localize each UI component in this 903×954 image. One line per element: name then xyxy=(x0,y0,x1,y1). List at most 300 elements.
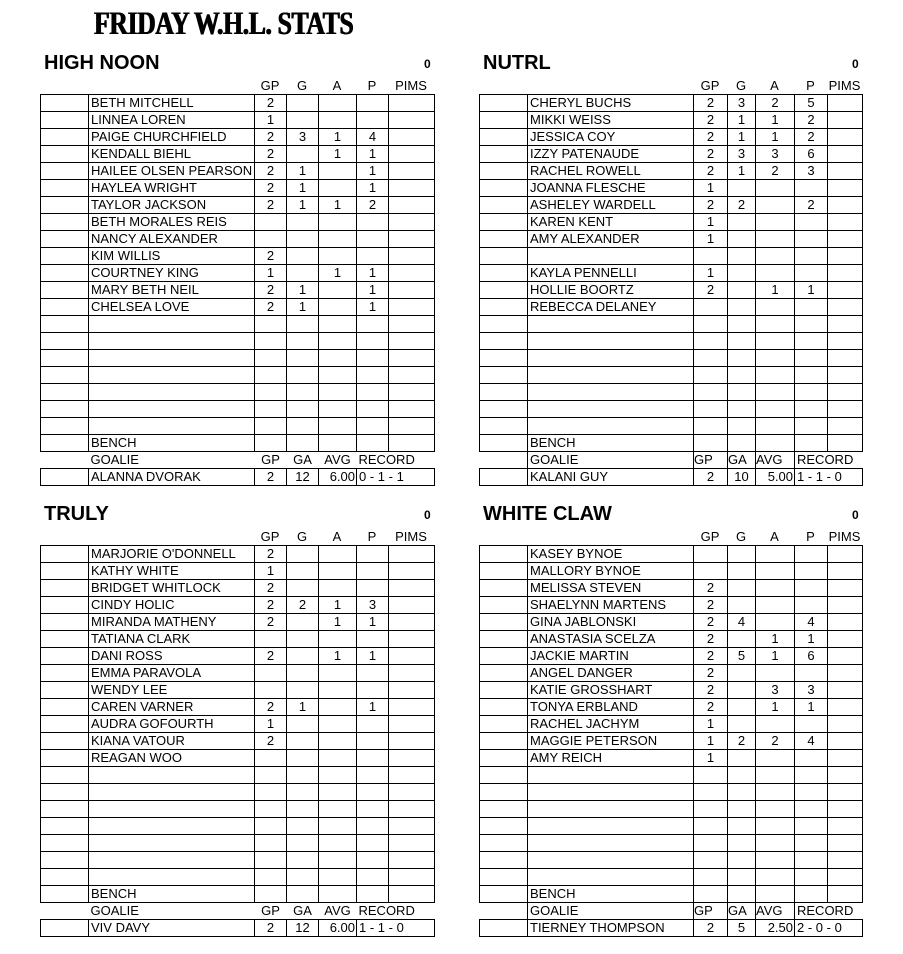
team-name: NUTRL xyxy=(483,52,551,74)
stat-gp: 2 xyxy=(255,180,287,197)
player-row xyxy=(480,231,863,248)
stat-gp xyxy=(694,546,728,563)
player-name: MARY BETH NEIL xyxy=(89,282,255,299)
team-name: TRULY xyxy=(44,503,109,525)
stat-a xyxy=(756,597,795,614)
stat-a xyxy=(756,384,795,401)
stat-g xyxy=(287,733,319,750)
stat-g: 1 xyxy=(287,180,319,197)
row-number-cell xyxy=(480,631,528,648)
stat-a xyxy=(756,316,795,333)
player-name: IZZY PATENAUDE xyxy=(528,146,694,163)
stat-gp: 2 xyxy=(694,631,728,648)
player-name xyxy=(528,869,694,886)
stat-pims xyxy=(389,333,435,350)
stat-g xyxy=(728,682,756,699)
player-name: CINDY HOLIC xyxy=(89,597,255,614)
stat-p xyxy=(795,214,828,231)
stat-gp: 2 xyxy=(255,580,287,597)
player-row xyxy=(41,350,435,367)
stat-pims xyxy=(389,546,435,563)
player-row xyxy=(480,180,863,197)
stat-g xyxy=(728,597,756,614)
stat-p xyxy=(795,563,828,580)
stat-a: 1 xyxy=(319,197,357,214)
stat-pims xyxy=(828,886,863,903)
stat-pims xyxy=(389,95,435,112)
player-name: SHAELYNN MARTENS xyxy=(528,597,694,614)
stat-gp: 1 xyxy=(694,750,728,767)
team-score: 0 xyxy=(852,508,859,522)
stat-g: 4 xyxy=(728,614,756,631)
stat-g xyxy=(728,180,756,197)
stat-gp xyxy=(694,248,728,265)
stat-g xyxy=(287,316,319,333)
row-number-cell xyxy=(41,648,89,665)
stat-a: 1 xyxy=(319,597,357,614)
player-name: JACKIE MARTIN xyxy=(528,648,694,665)
row-number-cell xyxy=(41,231,89,248)
player-row xyxy=(41,112,435,129)
player-name xyxy=(89,818,255,835)
stat-g xyxy=(728,818,756,835)
stats-table xyxy=(40,545,435,937)
stat-g xyxy=(287,665,319,682)
stat-g xyxy=(728,869,756,886)
stat-p xyxy=(357,231,389,248)
stat-gp xyxy=(255,418,287,435)
goalie-gp: 2 xyxy=(255,469,287,486)
player-row xyxy=(480,767,863,784)
player-row xyxy=(480,682,863,699)
player-name: TAYLOR JACKSON xyxy=(89,197,255,214)
row-number-cell xyxy=(480,784,528,801)
player-name xyxy=(528,818,694,835)
player-row xyxy=(41,563,435,580)
stat-pims xyxy=(389,716,435,733)
row-number-cell xyxy=(41,869,89,886)
row-number-cell xyxy=(41,767,89,784)
goalie-header-row xyxy=(41,903,435,920)
player-name xyxy=(528,418,694,435)
stat-gp: 2 xyxy=(255,146,287,163)
player-name: EMMA PARAVOLA xyxy=(89,665,255,682)
stat-p xyxy=(795,367,828,384)
stat-g xyxy=(728,835,756,852)
stat-g xyxy=(287,231,319,248)
row-number-cell xyxy=(480,469,528,486)
player-name: COURTNEY KING xyxy=(89,265,255,282)
stat-p: 3 xyxy=(795,682,828,699)
stat-pims xyxy=(828,835,863,852)
player-name xyxy=(528,333,694,350)
player-row xyxy=(480,333,863,350)
player-row xyxy=(41,180,435,197)
player-name xyxy=(528,316,694,333)
stat-a xyxy=(756,818,795,835)
stat-a xyxy=(319,767,357,784)
player-row xyxy=(480,282,863,299)
column-header-gp: GP xyxy=(260,78,280,93)
goalie-header-label: GOALIE xyxy=(90,452,139,467)
goalie-header-avg: AVG xyxy=(324,452,351,467)
stat-pims xyxy=(389,197,435,214)
goalie-header-label: GOALIE xyxy=(90,903,139,918)
stat-p xyxy=(357,418,389,435)
stat-pims xyxy=(389,631,435,648)
stat-pims xyxy=(389,886,435,903)
stat-g xyxy=(287,214,319,231)
stat-g xyxy=(728,401,756,418)
stat-g xyxy=(728,750,756,767)
stat-a xyxy=(319,384,357,401)
stat-gp: 2 xyxy=(255,614,287,631)
row-number-cell xyxy=(41,146,89,163)
row-number-cell xyxy=(480,580,528,597)
player-row xyxy=(41,869,435,886)
goalie-row xyxy=(41,469,435,486)
player-name: REAGAN WOO xyxy=(89,750,255,767)
stat-g: 5 xyxy=(728,648,756,665)
stat-gp xyxy=(694,818,728,835)
player-name xyxy=(528,767,694,784)
goalie-header-spacer xyxy=(41,452,89,469)
stat-p xyxy=(795,546,828,563)
row-number-cell xyxy=(41,784,89,801)
stat-g: 2 xyxy=(287,597,319,614)
stat-g xyxy=(728,231,756,248)
stat-pims xyxy=(828,784,863,801)
row-number-cell xyxy=(41,699,89,716)
stat-gp: 2 xyxy=(694,699,728,716)
row-number-cell xyxy=(41,299,89,316)
row-number-cell xyxy=(480,767,528,784)
row-number-cell xyxy=(41,401,89,418)
stat-g xyxy=(287,112,319,129)
player-row xyxy=(480,197,863,214)
player-name: MALLORY BYNOE xyxy=(528,563,694,580)
row-number-cell xyxy=(41,546,89,563)
stat-pims xyxy=(828,333,863,350)
stat-a xyxy=(319,699,357,716)
stat-pims xyxy=(828,214,863,231)
player-row xyxy=(480,146,863,163)
goalie-gp: 2 xyxy=(694,469,728,486)
stat-p: 6 xyxy=(795,146,828,163)
column-header-g: G xyxy=(735,78,747,93)
stat-a xyxy=(319,835,357,852)
player-row xyxy=(480,835,863,852)
column-header-p: P xyxy=(806,78,815,93)
stat-p xyxy=(357,665,389,682)
row-number-cell xyxy=(480,333,528,350)
stat-g xyxy=(287,750,319,767)
row-number-cell xyxy=(41,665,89,682)
goalie-header-record: RECORD xyxy=(795,903,863,920)
player-row xyxy=(41,699,435,716)
stat-gp xyxy=(694,367,728,384)
bench-row xyxy=(41,435,435,452)
player-name xyxy=(89,852,255,869)
stat-pims xyxy=(389,418,435,435)
stat-gp: 2 xyxy=(255,733,287,750)
row-number-cell xyxy=(480,112,528,129)
stat-p xyxy=(795,384,828,401)
stat-g: 1 xyxy=(728,112,756,129)
stat-p xyxy=(795,886,828,903)
stat-a: 2 xyxy=(756,733,795,750)
bench-row xyxy=(480,886,863,903)
player-row xyxy=(480,818,863,835)
stat-gp: 1 xyxy=(694,265,728,282)
player-row xyxy=(41,665,435,682)
stat-pims xyxy=(828,265,863,282)
stat-p: 1 xyxy=(357,163,389,180)
goalie-header-record: RECORD xyxy=(358,452,415,467)
player-row xyxy=(41,784,435,801)
stat-g xyxy=(287,818,319,835)
stat-p: 4 xyxy=(357,129,389,146)
row-number-cell xyxy=(480,367,528,384)
row-number-cell xyxy=(480,563,528,580)
row-number-cell xyxy=(41,733,89,750)
stat-g xyxy=(287,418,319,435)
stat-p xyxy=(795,784,828,801)
stat-g xyxy=(728,801,756,818)
goalie-name: VIV DAVY xyxy=(89,920,255,937)
stat-p xyxy=(357,818,389,835)
stat-gp xyxy=(694,801,728,818)
stat-a: 1 xyxy=(756,699,795,716)
stat-gp xyxy=(255,750,287,767)
stat-gp xyxy=(694,784,728,801)
goalie-record: 2 - 0 - 0 xyxy=(795,920,863,937)
player-row xyxy=(480,248,863,265)
player-name xyxy=(528,401,694,418)
team-section xyxy=(40,52,434,492)
stat-pims xyxy=(828,146,863,163)
player-name xyxy=(528,367,694,384)
column-header-g: G xyxy=(296,78,308,93)
goalie-gp: 2 xyxy=(694,920,728,937)
stat-gp: 2 xyxy=(694,597,728,614)
row-number-cell xyxy=(41,163,89,180)
stat-g: 2 xyxy=(728,733,756,750)
stat-gp xyxy=(255,231,287,248)
player-name: DANI ROSS xyxy=(89,648,255,665)
player-row xyxy=(480,163,863,180)
stat-a: 1 xyxy=(319,265,357,282)
player-name xyxy=(89,767,255,784)
stat-p: 3 xyxy=(357,597,389,614)
stat-gp xyxy=(255,350,287,367)
stat-gp xyxy=(255,401,287,418)
player-row xyxy=(480,367,863,384)
goalie-header-row xyxy=(41,452,435,469)
stat-pims xyxy=(828,316,863,333)
stat-p xyxy=(795,818,828,835)
goalie-row xyxy=(480,469,863,486)
row-number-cell xyxy=(480,614,528,631)
stat-g xyxy=(287,384,319,401)
stat-a xyxy=(319,546,357,563)
player-name: WENDY LEE xyxy=(89,682,255,699)
player-name: HOLLIE BOORTZ xyxy=(528,282,694,299)
player-row xyxy=(480,801,863,818)
stat-pims xyxy=(389,648,435,665)
row-number-cell xyxy=(480,299,528,316)
goalie-header-gp: GP xyxy=(261,452,280,467)
stat-g xyxy=(287,886,319,903)
stat-pims xyxy=(828,231,863,248)
stat-g xyxy=(728,546,756,563)
player-row xyxy=(480,614,863,631)
player-name xyxy=(89,418,255,435)
stat-pims xyxy=(389,316,435,333)
stat-a: 1 xyxy=(756,648,795,665)
stat-g: 1 xyxy=(287,282,319,299)
player-name: KAYLA PENNELLI xyxy=(528,265,694,282)
stat-a xyxy=(756,299,795,316)
stat-pims xyxy=(389,367,435,384)
stat-p xyxy=(357,716,389,733)
player-row xyxy=(480,563,863,580)
stat-gp: 2 xyxy=(255,648,287,665)
stat-pims xyxy=(828,350,863,367)
stat-a: 1 xyxy=(319,614,357,631)
stat-a xyxy=(319,163,357,180)
stat-a: 1 xyxy=(756,129,795,146)
player-row xyxy=(41,265,435,282)
stat-gp: 1 xyxy=(255,265,287,282)
goalie-record: 0 - 1 - 1 xyxy=(357,469,435,486)
row-number-cell xyxy=(41,835,89,852)
stat-gp xyxy=(694,316,728,333)
player-row xyxy=(480,750,863,767)
stat-gp: 2 xyxy=(694,129,728,146)
player-name: BENCH xyxy=(89,435,255,452)
stat-g xyxy=(287,265,319,282)
stat-g xyxy=(287,852,319,869)
stat-gp: 2 xyxy=(255,546,287,563)
stat-g xyxy=(728,852,756,869)
row-number-cell xyxy=(41,316,89,333)
stat-pims xyxy=(828,852,863,869)
stat-pims xyxy=(389,231,435,248)
stat-gp xyxy=(255,665,287,682)
player-row xyxy=(480,852,863,869)
stat-a xyxy=(319,418,357,435)
stat-g xyxy=(287,563,319,580)
stat-a xyxy=(756,835,795,852)
row-number-cell xyxy=(41,197,89,214)
player-row xyxy=(41,163,435,180)
player-name: ANGEL DANGER xyxy=(528,665,694,682)
stat-p xyxy=(795,299,828,316)
stat-a xyxy=(319,716,357,733)
player-name xyxy=(89,801,255,818)
row-number-cell xyxy=(480,231,528,248)
stat-g xyxy=(287,350,319,367)
stat-pims xyxy=(828,299,863,316)
player-name: RACHEL JACHYM xyxy=(528,716,694,733)
stat-g xyxy=(287,767,319,784)
stat-gp: 2 xyxy=(694,112,728,129)
stat-pims xyxy=(389,733,435,750)
stat-a xyxy=(756,231,795,248)
player-name: TATIANA CLARK xyxy=(89,631,255,648)
player-name: BRIDGET WHITLOCK xyxy=(89,580,255,597)
stat-pims xyxy=(389,435,435,452)
stat-pims xyxy=(389,350,435,367)
player-row xyxy=(480,129,863,146)
stat-p xyxy=(795,665,828,682)
goalie-avg: 6.00 xyxy=(319,469,357,486)
goalie-header-record: RECORD xyxy=(358,903,415,918)
stat-g xyxy=(728,767,756,784)
player-name xyxy=(89,401,255,418)
stat-g xyxy=(728,418,756,435)
stat-gp xyxy=(694,563,728,580)
stat-pims xyxy=(828,665,863,682)
stat-p xyxy=(795,231,828,248)
player-name: KIM WILLIS xyxy=(89,248,255,265)
stat-p xyxy=(795,716,828,733)
stat-a xyxy=(756,333,795,350)
player-row xyxy=(480,597,863,614)
player-name: HAILEE OLSEN PEARSON xyxy=(89,163,255,180)
stat-g xyxy=(287,835,319,852)
stat-a xyxy=(319,350,357,367)
stat-pims xyxy=(828,682,863,699)
row-number-cell xyxy=(41,333,89,350)
stat-pims xyxy=(828,401,863,418)
row-number-cell xyxy=(41,920,89,937)
player-row xyxy=(41,546,435,563)
row-number-cell xyxy=(480,597,528,614)
stat-pims xyxy=(828,367,863,384)
stat-g xyxy=(728,665,756,682)
stat-g: 2 xyxy=(728,197,756,214)
stat-gp xyxy=(255,682,287,699)
row-number-cell xyxy=(41,129,89,146)
stat-gp xyxy=(694,767,728,784)
page-title: FRIDAY W.H.L. STATS xyxy=(94,6,354,42)
row-number-cell xyxy=(480,350,528,367)
stat-g xyxy=(728,265,756,282)
stat-pims xyxy=(828,869,863,886)
stat-a: 3 xyxy=(756,146,795,163)
stat-a xyxy=(756,546,795,563)
stat-a xyxy=(319,852,357,869)
goalie-header-ga: GA xyxy=(293,903,312,918)
stat-a xyxy=(319,214,357,231)
column-header-p: P xyxy=(806,529,815,544)
player-name: TONYA ERBLAND xyxy=(528,699,694,716)
row-number-cell xyxy=(41,367,89,384)
goalie-name: KALANI GUY xyxy=(528,469,694,486)
column-header-pims: PIMS xyxy=(828,529,861,544)
player-row xyxy=(41,801,435,818)
stat-gp: 2 xyxy=(694,95,728,112)
stat-p xyxy=(795,767,828,784)
column-header-a: A xyxy=(332,78,342,93)
team-section xyxy=(40,503,434,943)
stat-a xyxy=(319,631,357,648)
stat-p: 1 xyxy=(795,282,828,299)
stat-g xyxy=(728,316,756,333)
row-number-cell xyxy=(480,886,528,903)
